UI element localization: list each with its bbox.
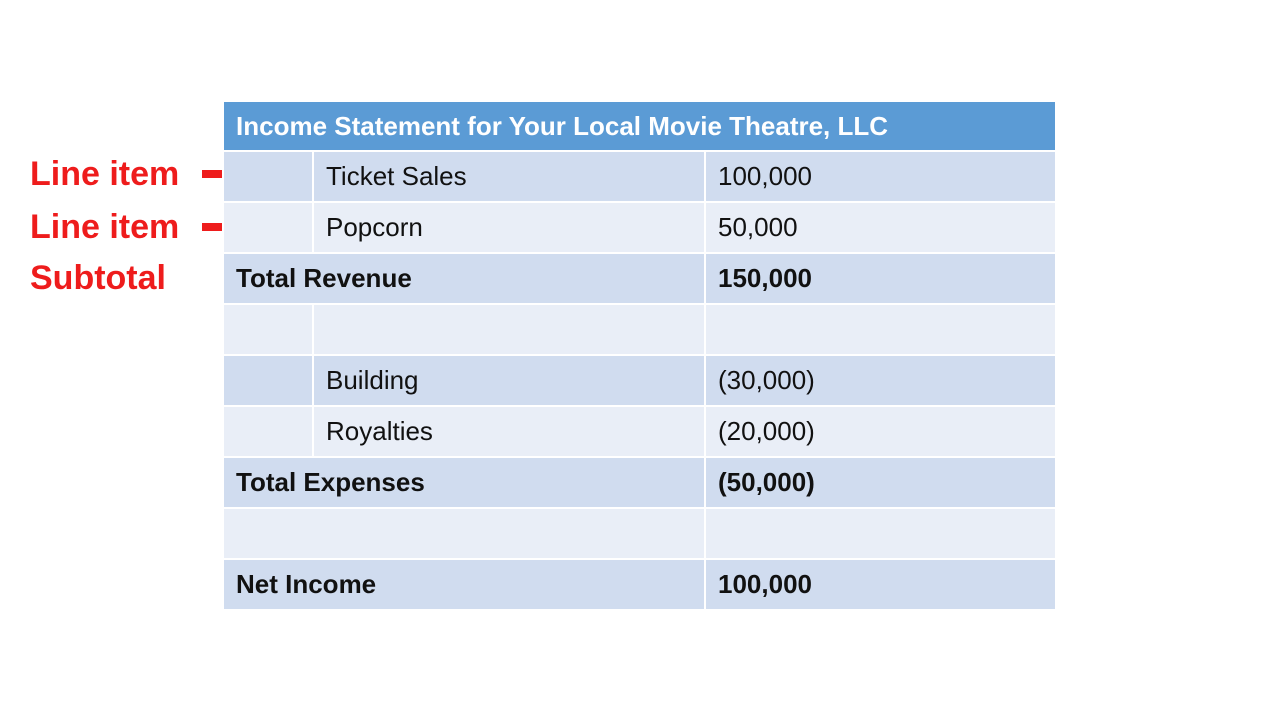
row-value: 150,000 [705,253,1056,304]
annotation-label: Line item [30,207,180,246]
table-row-net-income [223,559,1056,610]
row-value [705,508,1056,559]
row-label [313,304,705,355]
row-value: 100,000 [705,559,1056,610]
table-row-royalties [223,406,1056,457]
indent-cell [223,202,313,253]
annotation-label: Line item [30,154,180,193]
table-row-ticket-sales [223,151,1056,202]
table-row-popcorn [223,202,1056,253]
row-value [705,304,1056,355]
table-title: Income Statement for Your Local Movie Theatre, LLC [223,101,1056,151]
indent-cell [223,355,313,406]
annotation-subtotal [30,256,202,300]
row-label: Total Expenses [223,457,705,508]
table-row-building [223,355,1056,406]
row-value: 50,000 [705,202,1056,253]
indent-cell [223,406,313,457]
row-label: Ticket Sales [313,151,705,202]
row-value: (20,000) [705,406,1056,457]
table-header-row [223,101,1056,151]
row-label: Royalties [313,406,705,457]
table-row-empty [223,304,1056,355]
row-value: (30,000) [705,355,1056,406]
row-label: Building [313,355,705,406]
income-statement-table [222,100,1057,611]
row-label: Popcorn [313,202,705,253]
table-row-total-revenue [223,253,1056,304]
row-value: 100,000 [705,151,1056,202]
indent-cell [223,151,313,202]
table-row-total-expenses [223,457,1056,508]
row-label [223,508,705,559]
row-label: Net Income [223,559,705,610]
indent-cell [223,304,313,355]
annotation-label: Subtotal [30,258,166,297]
row-value: (50,000) [705,457,1056,508]
table-row-empty [223,508,1056,559]
row-label: Total Revenue [223,253,705,304]
